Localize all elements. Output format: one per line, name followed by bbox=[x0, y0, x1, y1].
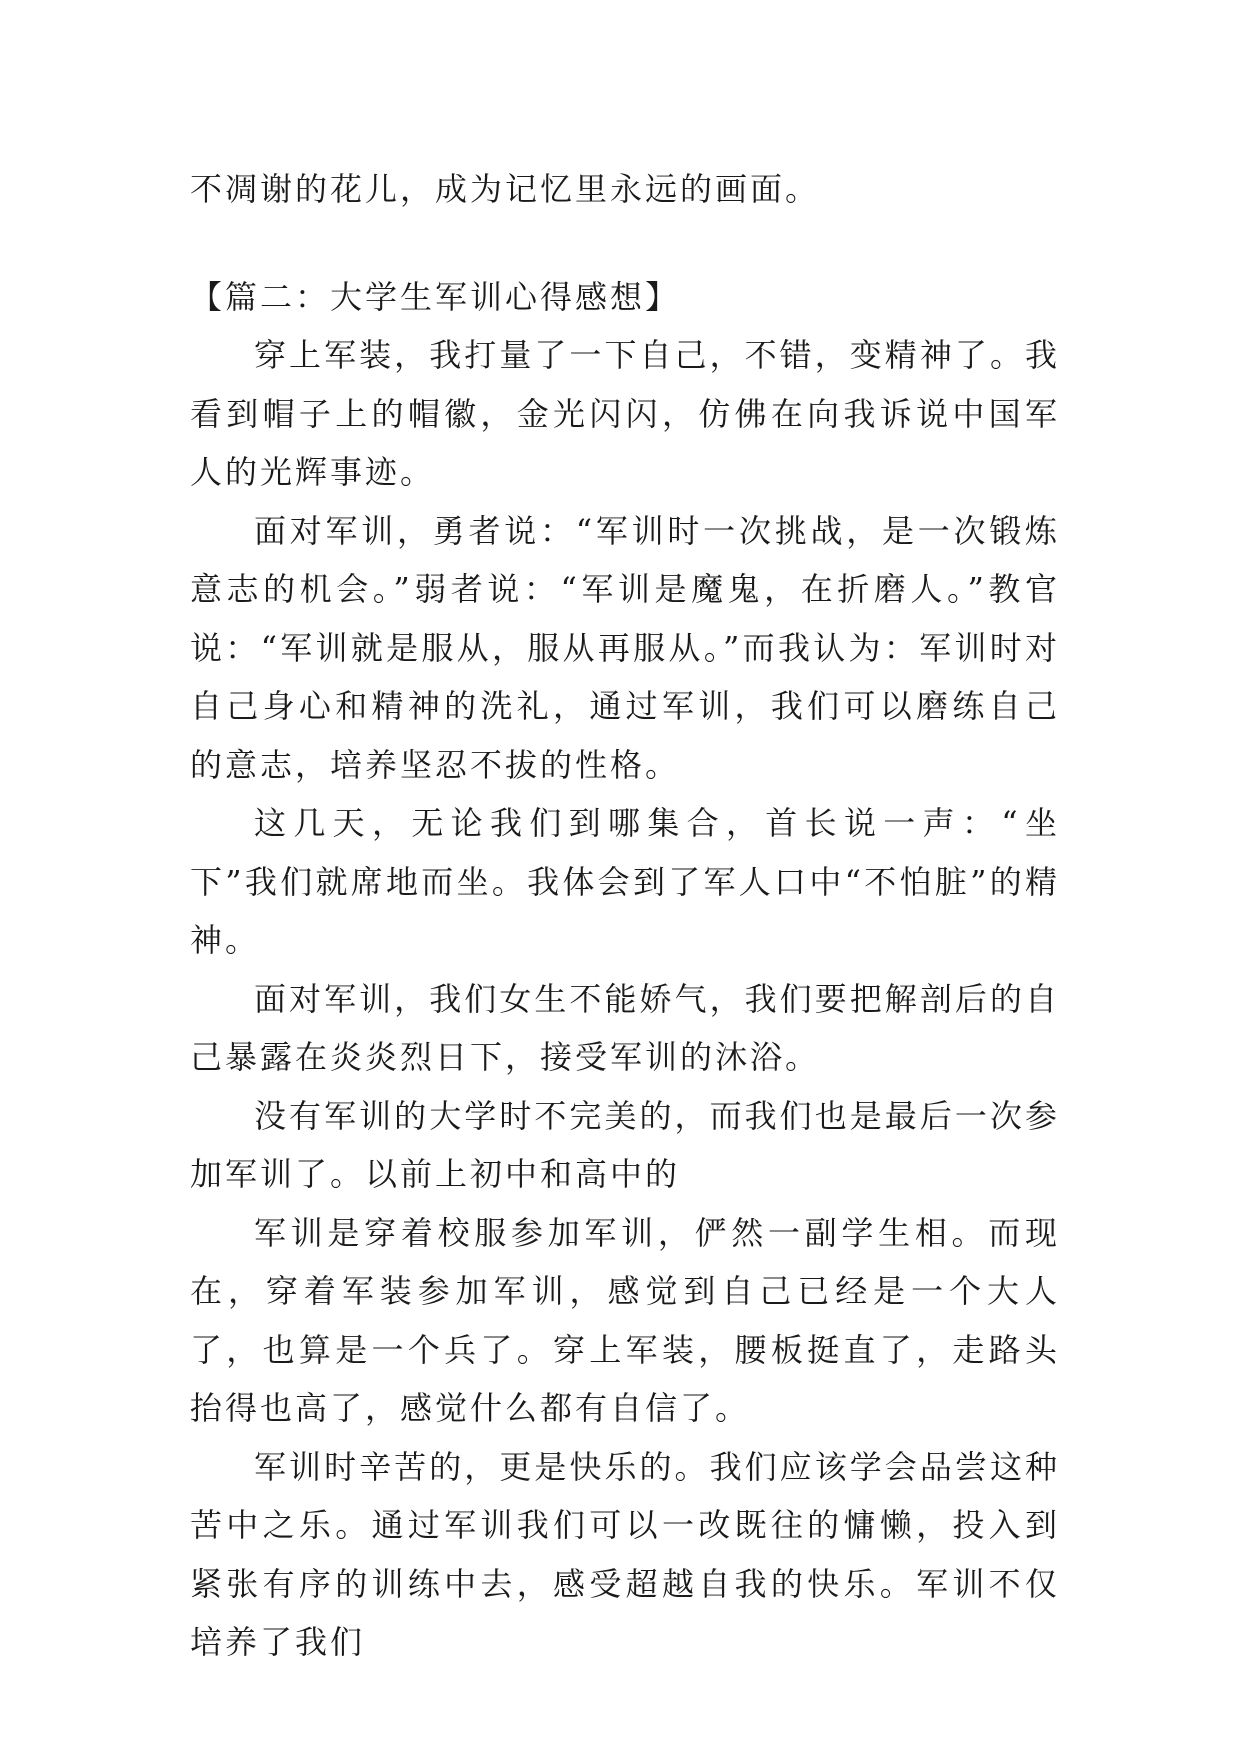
paragraph: 没有军训的大学时不完美的，而我们也是最后一次参加军训了。以前上初中和高中的 bbox=[190, 1096, 1060, 1193]
paragraph: 面对军训，勇者说：“军训时一次挑战，是一次锻炼意志的机会。”弱者说：“军训是魔鬼，在折磨人。”教官说：“军训就是服从，服从再服从。”而我认为：军训时对自己身心和精神的洗礼，通过军训，我们可以磨练自己的意志，培养坚忍不拔的性格。 bbox=[190, 511, 1060, 784]
paragraph: 面对军训，我们女生不能娇气，我们要把解剖后的自己暴露在炎炎烈日下，接受军训的沐浴。 bbox=[190, 979, 1060, 1076]
paragraph: 军训是穿着校服参加军训，俨然一副学生相。而现在，穿着军装参加军训，感觉到自己已经是一个大人了，也算是一个兵了。穿上军装，腰板挺直了，走路头抬得也高了，感觉什么都有自信了。 bbox=[190, 1213, 1060, 1427]
paragraph: 军训时辛苦的，更是快乐的。我们应该学会品尝这种苦中之乐。通过军训我们可以一改既往的慵懒，投入到紧张有序的训练中去，感受超越自我的快乐。军训不仅培养了我们 bbox=[190, 1447, 1060, 1661]
paragraph-spacer bbox=[190, 219, 1060, 268]
paragraph: 这几天，无论我们到哪集合，首长说一声：“坐下”我们就席地而坐。我体会到了军人口中“不怕脏”的精神。 bbox=[190, 804, 1060, 959]
paragraph-continuation: 不凋谢的花儿，成为记忆里永远的画面。 bbox=[190, 170, 821, 208]
paragraph: 穿上军装，我打量了一下自己，不错，变精神了。我看到帽子上的帽徽，金光闪闪，仿佛在向我诉说中国军人的光辉事迹。 bbox=[190, 336, 1060, 491]
section-heading: 【篇二：大学生军训心得感想】 bbox=[190, 277, 681, 316]
document-body bbox=[190, 160, 1060, 1672]
